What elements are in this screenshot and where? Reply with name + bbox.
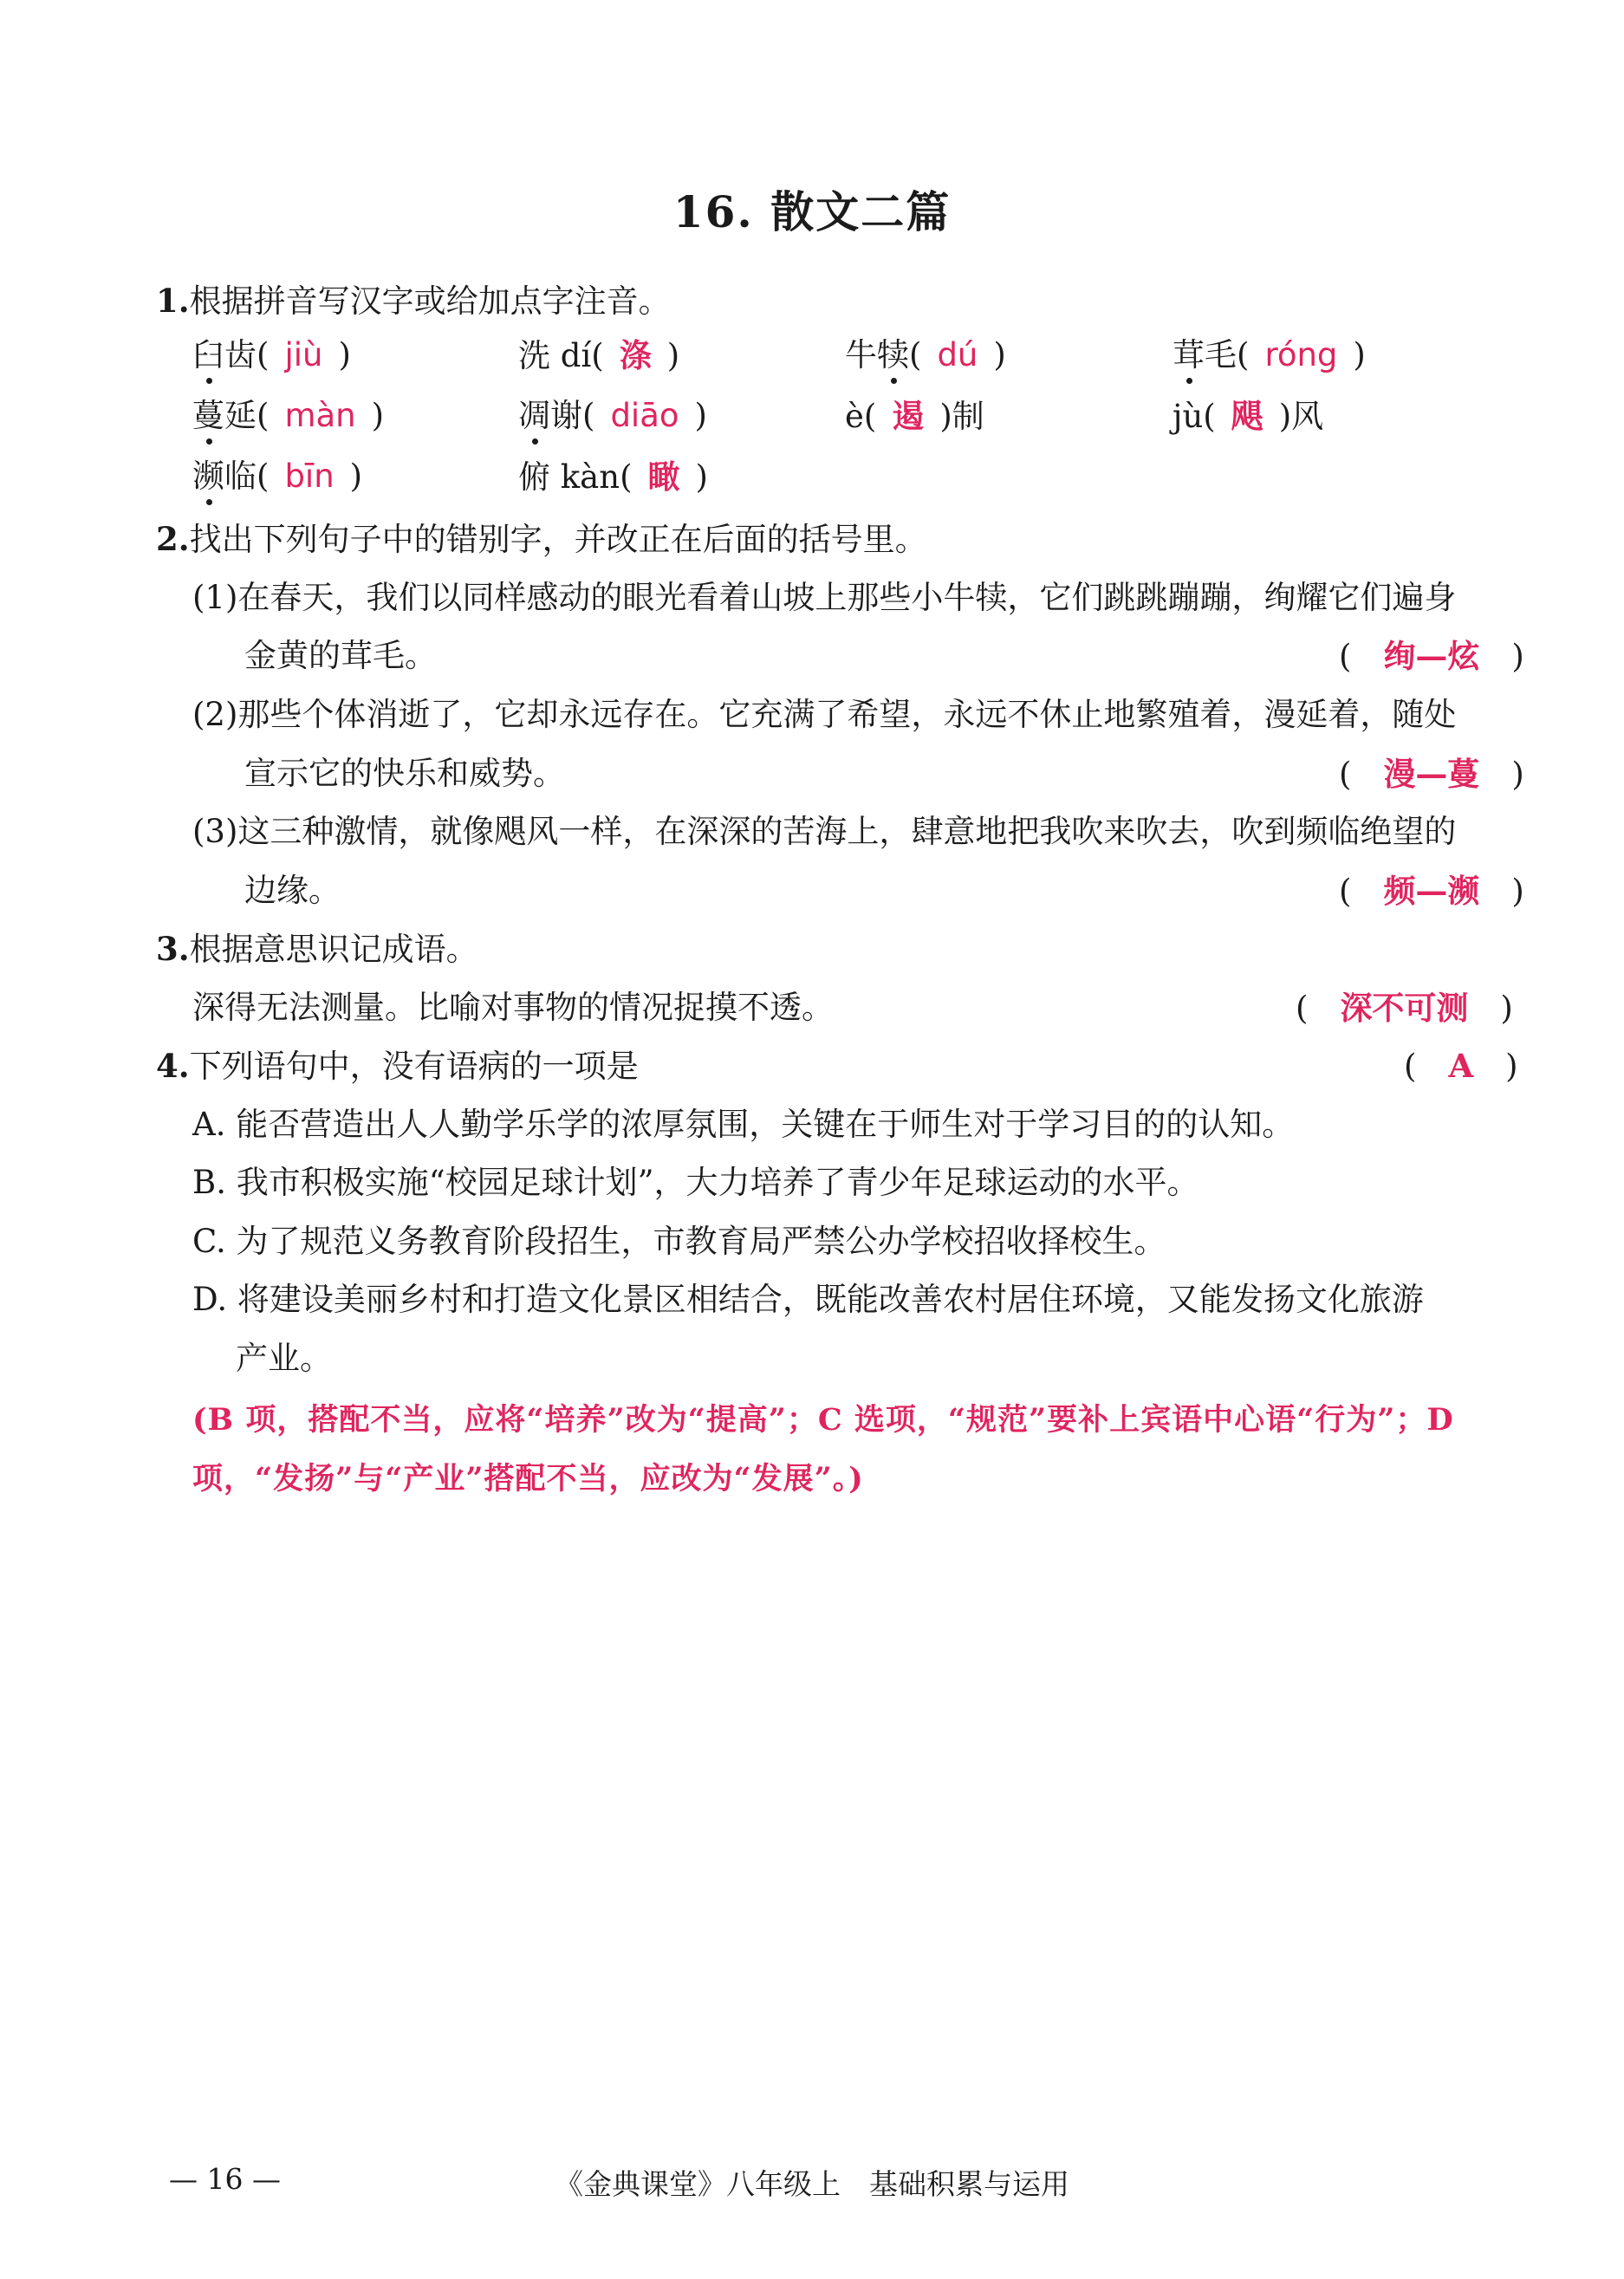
dotted-character: 臼 <box>192 334 224 377</box>
item-prefix: 洗 dí( <box>518 337 604 374</box>
answer: dú <box>937 336 978 373</box>
item-close: ) <box>349 458 363 495</box>
item-close: ) <box>371 397 385 434</box>
item-text: 临( <box>224 458 270 495</box>
q2-item-2-line2: 宣示它的快乐和威势。 <box>244 755 565 792</box>
pinyin-item <box>518 394 707 438</box>
item-prefix: 牛 <box>845 336 877 373</box>
item-text: 谢( <box>550 397 595 434</box>
item-text: 毛( <box>1205 336 1250 373</box>
answer: 绚—炫 <box>1383 637 1480 675</box>
dotted-character: 蔓 <box>192 394 224 438</box>
answer: 飓 <box>1231 397 1263 435</box>
answer: bīn <box>284 458 335 495</box>
item-prefix: jù( <box>1173 398 1216 435</box>
answer: 漫—蔓 <box>1383 755 1480 793</box>
item-close: ) <box>694 397 707 434</box>
answer: 涤 <box>619 336 652 374</box>
pinyin-item <box>192 455 362 498</box>
pinyin-item <box>1173 334 1366 377</box>
q4-option-c: C. 为了规范义务教育阶段招生，市教育局严禁公办学校招收择校生。 <box>192 1223 1166 1260</box>
item-close: )制 <box>939 398 984 435</box>
pinyin-item <box>518 334 679 378</box>
item-text: ( <box>909 336 922 373</box>
item-close: ) <box>666 337 680 374</box>
item-close: )风 <box>1278 398 1324 435</box>
dotted-character: 凋 <box>518 394 550 438</box>
item-close: ) <box>993 336 1006 373</box>
q2-item-1-answer-box: ( 绚—炫 ) <box>1339 637 1524 675</box>
dotted-character: 茸 <box>1173 334 1205 377</box>
pinyin-item <box>518 455 708 499</box>
page-title: 16. 散文二篇 <box>672 186 952 237</box>
item-close: ) <box>1353 336 1366 373</box>
answer-explanation: (B 项，搭配不当，应将“培养”改为“提高”；C 选项，“规范”要补上宾语中心语“行为”；D 项，“发扬”与“产业”搭配不当，应改为“发展”。) <box>192 1402 1454 1497</box>
question-number: 2. <box>156 520 190 558</box>
question-number: 1. <box>156 282 190 320</box>
answer: A <box>1448 1047 1474 1085</box>
question-2 <box>156 517 927 562</box>
q2-item-3-line2: 边缘。 <box>244 872 341 909</box>
answer: 深不可测 <box>1340 989 1469 1027</box>
answer: diāo <box>610 397 679 434</box>
pinyin-item <box>845 394 984 438</box>
q2-item-1-line2: 金黄的茸毛。 <box>244 637 437 674</box>
question-1 <box>156 279 671 323</box>
question-text: 根据意思识记成语。 <box>189 931 478 968</box>
q4-option-a: A. 能否营造出人人勤学乐学的浓厚氛围，关键在于师生对于学习目的的认知。 <box>192 1106 1295 1143</box>
q2-item-2-line1: (2)那些个体消逝了，它却永远存在。它充满了希望，永远不休止地繁殖着，漫延着，随处 <box>192 696 1457 733</box>
page-number: — 16 — <box>169 2162 281 2196</box>
q2-item-3-answer-box: ( 频—濒 ) <box>1339 872 1524 910</box>
answer: 频—濒 <box>1383 872 1480 910</box>
dotted-character: 濒 <box>192 455 224 498</box>
q4-answer-box: ( A ) <box>1404 1047 1518 1085</box>
answer: 瞰 <box>647 458 680 496</box>
item-text: 齿( <box>224 336 270 373</box>
pinyin-item <box>192 394 384 438</box>
question-number: 4. <box>156 1047 190 1085</box>
q2-item-1-line1: (1)在春天，我们以同样感动的眼光看着山坡上那些小牛犊，它们跳跳蹦蹦，绚耀它们遍身 <box>192 579 1457 616</box>
question-4 <box>156 1044 639 1088</box>
q4-option-d: D. 将建设美丽乡村和打造文化景区相结合，既能改善农村居住环境，又能发扬文化旅游 <box>192 1281 1424 1318</box>
item-prefix: è( <box>845 398 877 435</box>
q4-option-d-continued: 产业。 <box>236 1340 332 1377</box>
item-close: ) <box>695 458 708 496</box>
q4-option-b: B. 我市积极实施“校园足球计划”，大力培养了青少年足球运动的水平。 <box>192 1164 1199 1201</box>
question-3 <box>156 927 478 971</box>
answer: róng <box>1264 336 1338 373</box>
q2-item-3-line1: (3)这三种激情，就像飓风一样，在深深的苦海上，肆意地把我吹来吹去，吹到频临绝望的 <box>192 813 1457 850</box>
item-close: ) <box>338 336 351 373</box>
answer: jiù <box>284 336 323 373</box>
q2-item-2-answer-box: ( 漫—蔓 ) <box>1339 755 1524 793</box>
answer: 遏 <box>892 397 925 435</box>
q3-meaning: 深得无法测量。比喻对事物的情况捉摸不透。 <box>192 989 834 1026</box>
answer: màn <box>284 397 356 434</box>
pinyin-item <box>192 334 351 377</box>
pinyin-item <box>845 334 1006 377</box>
question-text: 下列语句中，没有语病的一项是 <box>189 1048 639 1085</box>
pinyin-item <box>1173 394 1323 438</box>
book-title: 《金典课堂》八年级上 基础积累与运用 <box>555 2167 1069 2201</box>
item-prefix: 俯 kàn( <box>518 458 633 496</box>
q3-answer-box: ( 深不可测 ) <box>1296 989 1513 1027</box>
item-text: 延( <box>224 397 270 434</box>
question-text: 根据拼音写汉字或给加点字注音。 <box>189 282 671 320</box>
question-text: 找出下列句子中的错别字，并改正在后面的括号里。 <box>189 521 927 558</box>
dotted-character: 犊 <box>877 334 909 377</box>
question-number: 3. <box>156 930 190 968</box>
